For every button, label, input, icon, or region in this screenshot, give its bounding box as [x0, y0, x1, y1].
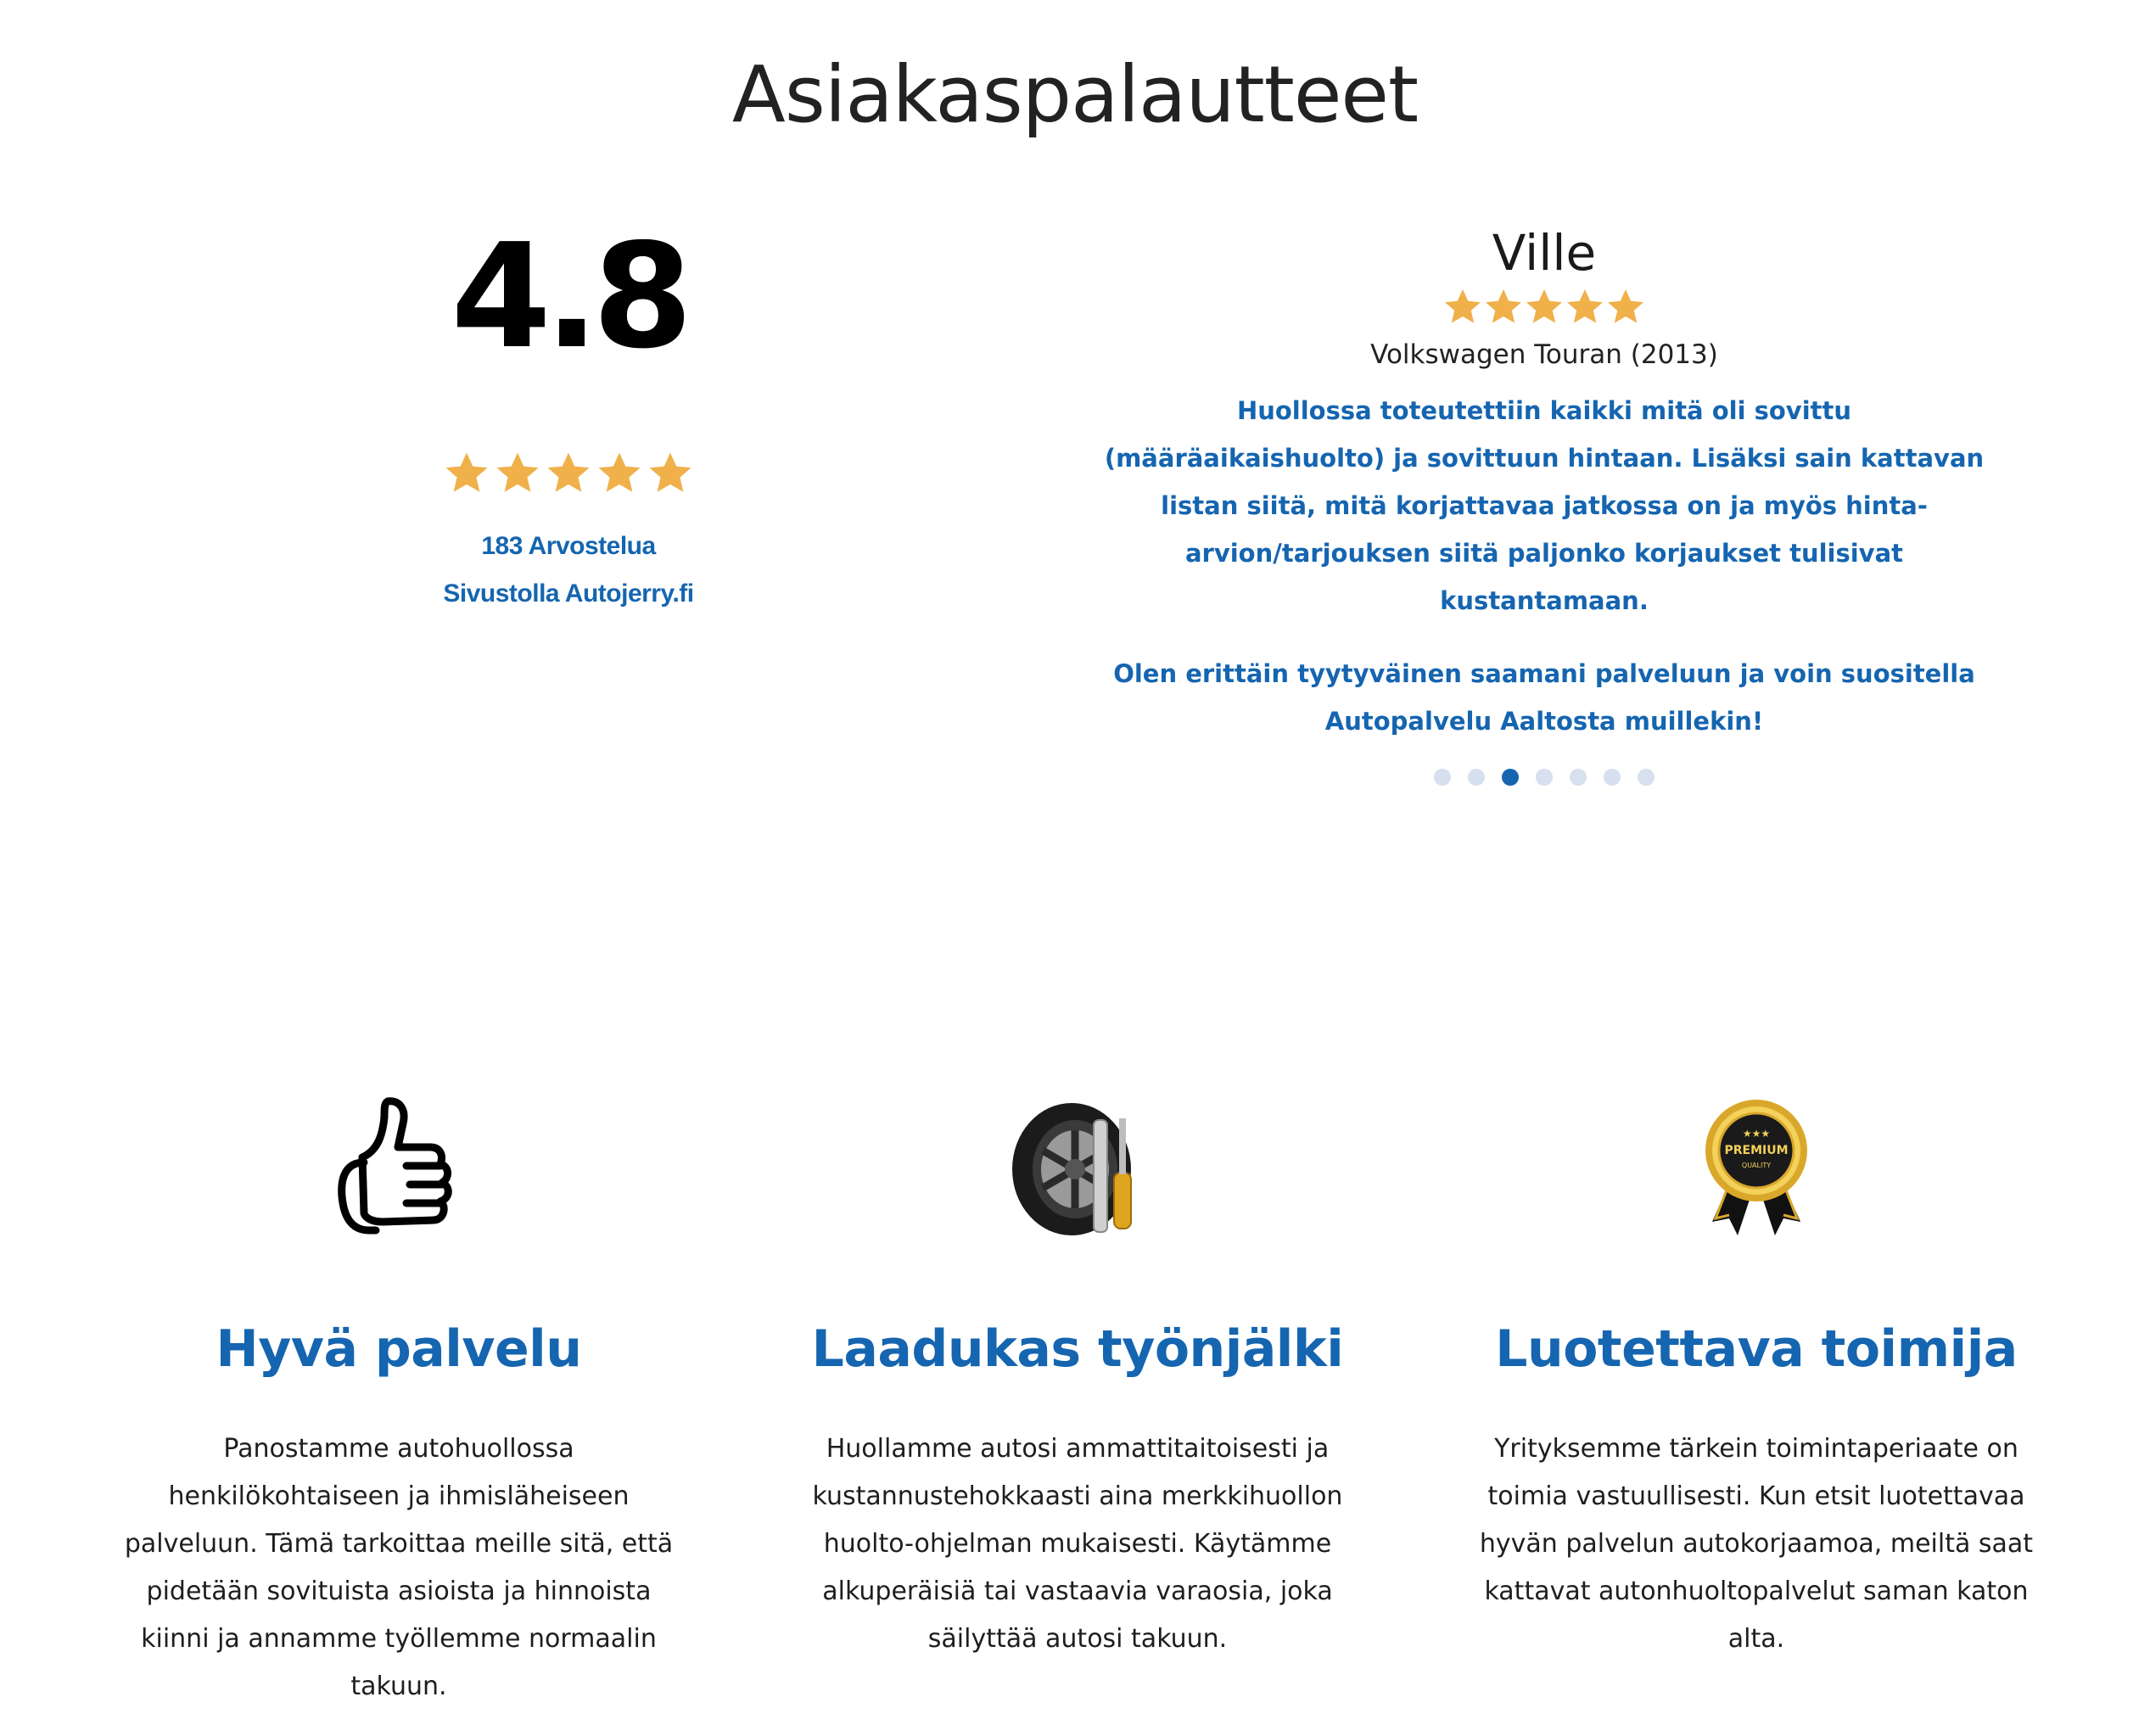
star-icon: [596, 450, 643, 497]
badge-subtext: QUALITY: [1741, 1162, 1772, 1169]
review-paragraph: Huollossa toteutettiin kaikki mitä oli sovittu (määräaikaishuolto) ja sovittuun hintaan. Lisäksi sain kattavan listan siitä, mitä korjattavaa jatkossa on ja myös hinta-arvion/tarjouksen siitä paljonko korjaukset tulisivat kustantamaan.: [1104, 396, 1985, 615]
aggregate-rating: [331, 213, 806, 618]
aggregate-stars: [331, 450, 806, 497]
review-paragraph: Olen erittäin tyytyväinen saamani palveluun ja voin suositella Autopalvelu Aaltosta muillekin!: [1113, 659, 1975, 736]
reviewer-name: Ville: [1492, 224, 1597, 282]
review-carousel: [1095, 219, 1994, 786]
feature-good-service: [76, 1095, 721, 1736]
star-icon: [1524, 287, 1565, 328]
premium-badge-icon: [1697, 1095, 1816, 1239]
star-icon: [494, 450, 541, 497]
feature-title: Luotettava toimija: [1495, 1319, 2018, 1379]
star-icon: [647, 450, 694, 497]
carousel-dot-2[interactable]: [1468, 769, 1485, 786]
carousel-dot-3[interactable]: [1502, 769, 1519, 786]
star-icon: [1483, 287, 1524, 328]
badge-text: PREMIUM: [1724, 1144, 1789, 1157]
feature-title: Hyvä palvelu: [216, 1319, 582, 1379]
star-icon: [1605, 287, 1646, 328]
review-count-link[interactable]: 183 Arvostelua: [481, 532, 656, 560]
carousel-dot-6[interactable]: [1604, 769, 1621, 786]
star-icon: [1442, 287, 1483, 328]
star-icon: [545, 450, 592, 497]
thumbs-up-icon: [335, 1095, 462, 1239]
star-icon: [1565, 287, 1605, 328]
wheel-tools-icon: [1005, 1095, 1150, 1239]
feature-text: Huollamme autosi ammattitaitoisesti ja kustannustehokkaasti aina merkkihuollon huolto-ohjelman mukaisesti. Käytämme alkuperäisiä tai vastaavia varaosia, joka säilyttää autosi takuun.: [812, 1433, 1343, 1654]
review-source-link[interactable]: Sivustolla Autojerry.fi: [443, 580, 694, 608]
star-icon: [443, 450, 490, 497]
review-stars: [1095, 287, 1994, 328]
rating-score: 4.8: [451, 213, 686, 381]
carousel-dot-4[interactable]: [1536, 769, 1553, 786]
feature-quality-work: [755, 1095, 1400, 1688]
carousel-dot-5[interactable]: [1570, 769, 1587, 786]
feature-text: Yrityksemme tärkein toimintaperiaate on toimia vastuullisesti. Kun etsit luotettavaa hyvän palvelun autokorjaamoa, meiltä saat kattavat autonhuoltopalvelut saman katon alta.: [1479, 1433, 2034, 1654]
page-title: Asiakaspalautteet: [731, 48, 1419, 140]
feature-text: Panostamme autohuollossa henkilökohtaiseen ja ihmisläheiseen palveluun. Tämä tarkoittaa meille sitä, että pidetään sovituista asioista ja hinnoista kiinni ja annamme työllemme normaalin takuun.: [124, 1433, 674, 1701]
feature-reliable-provider: [1434, 1095, 2079, 1688]
carousel-dot-1[interactable]: [1434, 769, 1451, 786]
svg-text:★★★: ★★★: [1742, 1128, 1771, 1140]
carousel-dots: [1095, 769, 1994, 786]
feature-title: Laadukas työnjälki: [811, 1319, 1344, 1379]
car-model: Volkswagen Touran (2013): [1370, 339, 1718, 370]
carousel-dot-7[interactable]: [1638, 769, 1654, 786]
